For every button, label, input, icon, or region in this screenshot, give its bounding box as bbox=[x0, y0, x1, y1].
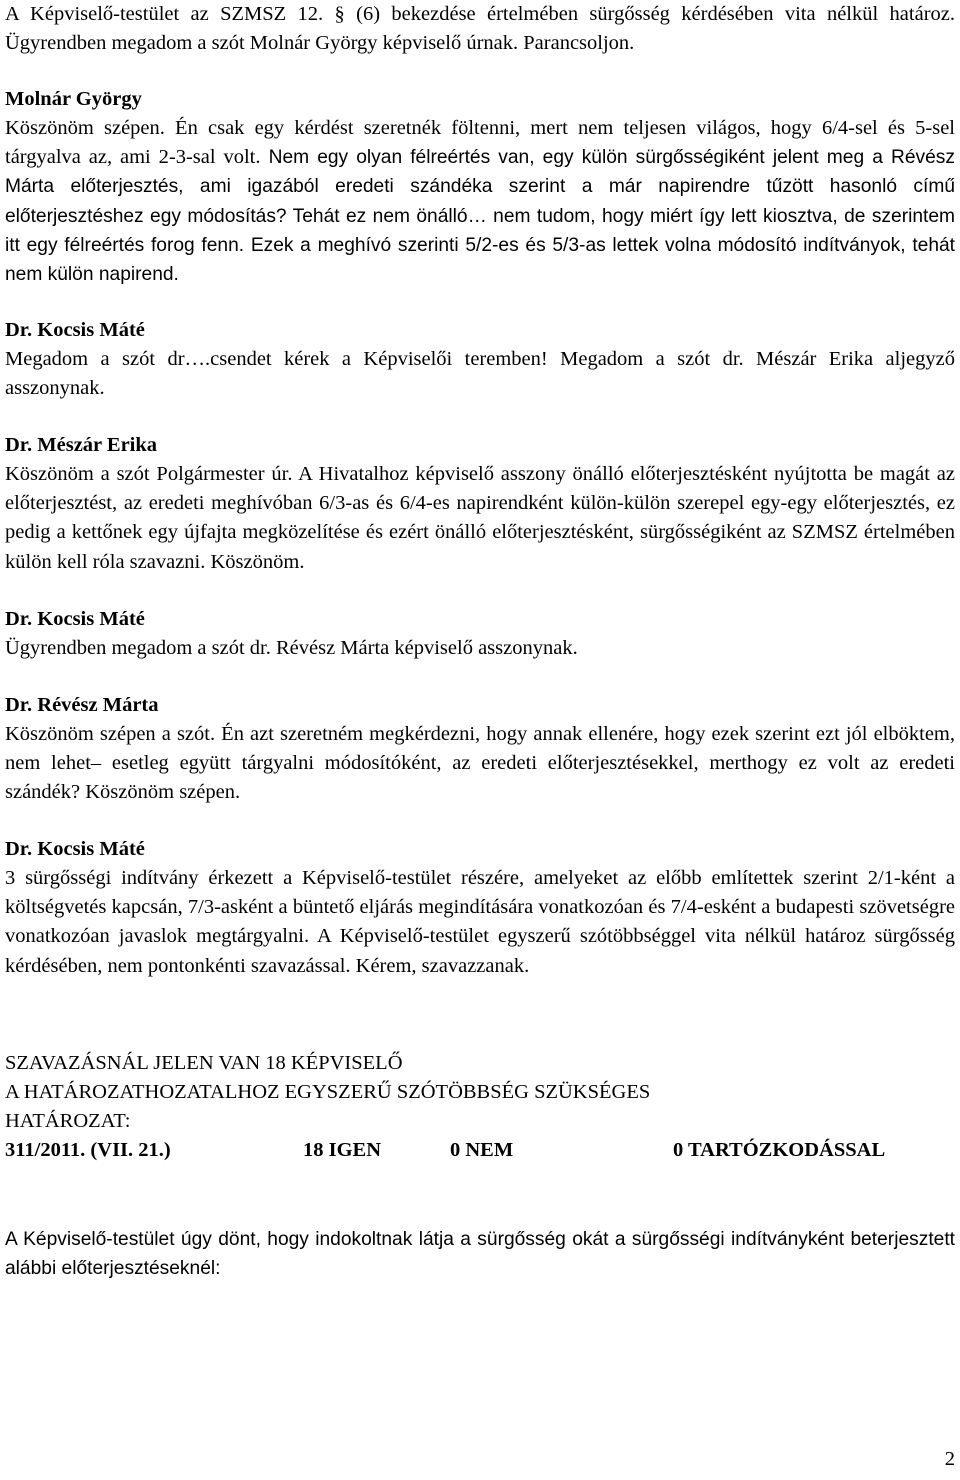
paragraph-kocsis-2: Ügyrendben megadom a szót dr. Révész Márta képviselő asszonynak. bbox=[5, 636, 578, 659]
speaker-kocsis-1 bbox=[5, 316, 955, 345]
vote-result-row bbox=[5, 1136, 955, 1165]
speaker-meszar bbox=[5, 431, 955, 460]
vote-yes: 18 IGEN bbox=[303, 1138, 382, 1161]
paragraph-molnar-serif: Köszönöm szépen. Én csak egy kérdést szeretnék föltenni, mert nem teljesen világos, hogy 6/4-sel és 5-sel tárgyalva az, ami 2-3-sal volt. bbox=[5, 117, 955, 169]
speaker-molnar bbox=[5, 85, 955, 114]
vote-attendance: SZAVAZÁSNÁL JELEN VAN 18 KÉPVISELŐ bbox=[5, 1051, 403, 1074]
vote-abstain: 0 TARTÓZKODÁSSAL bbox=[673, 1138, 886, 1161]
document-page bbox=[5, 0, 955, 1283]
paragraph-closing: A Képviselő-testület úgy dönt, hogy indokoltnak látja a sürgősség okát a sürgősségi indítványként beterjesztett alábbi előterjesztéseknél: bbox=[5, 1228, 955, 1279]
paragraph-revesz: Köszönöm szépen a szót. Én azt szeretném megkérdezni, hogy annak ellenére, hogy ezek szerint ezt jól elböktem, nem lehet– esetleg együtt tárgyalni módosítóként, az eredeti előterjesztésekkel, merthogy ez volt az eredeti szándék? Köszönöm szépen. bbox=[5, 722, 955, 804]
paragraph-meszar: Köszönöm a szót Polgármester úr. A Hivatalhoz képviselő asszony önálló előterjesztésként nyújtotta be magát az előterjesztést, az eredeti meghívóban 6/3-as és 6/4-es napirendként külön-külön szerepel egy-egy előterjesztés, ez pedig a kettőnek egy újfajta megközelítése és ezért önálló előterjesztésként, sürgősségiként az SZMSZ értelmében külön kell róla szavazni. Köszönöm. bbox=[5, 463, 955, 573]
paragraph-molnar-sans: Nem egy olyan félreértés van, egy külön sürgősségiként jelent meg a Révész Márta előterjesztés, ami igazából eredeti szándéka szerint a már napirendre tűzött hasonló című előterjesztéshez egy módosítás? Tehát ez nem önálló… nem tudom, hogy miért így lett kiosztva, de szerintem itt egy félreértés forog fenn. Ezek a meghívó szerinti 5/2-es és 5/3-as lettek volna módosító indítványok, tehát nem külön napirend. bbox=[5, 147, 955, 285]
paragraph-kocsis-1: Megadom a szót dr….csendet kérek a Képviselői teremben! Megadom a szót dr. Mészár Erika aljegyző asszonynak. bbox=[5, 347, 955, 400]
page-number: 2 bbox=[944, 1448, 955, 1470]
speaker-name: Dr. Mészár Erika bbox=[5, 434, 158, 457]
paragraph-kocsis-3: 3 sürgősségi indítvány érkezett a Képviselő-testület részére, amelyeket az előbb említettek szerint 2/1-ként a költségvetés kapcsán, 7/3-asként a büntető eljárás megindítására vonatkozóan és 7/4-esként a budapesti szövetségre vonatkozóan javaslok megtárgyalni. A Képviselő-testület egyszerű szótöbbséggel vita nélkül határoz sürgősség kérdésében, nem pontonkénti szavazással. Kérem, szavazzanak. bbox=[5, 867, 955, 977]
vote-majority: A HATÁROZATHOZATALHOZ EGYSZERŰ SZÓTÖBBSÉG SZÜKSÉGES bbox=[5, 1080, 651, 1103]
speaker-kocsis-2 bbox=[5, 605, 955, 634]
speaker-name: Dr. Kocsis Máté bbox=[5, 838, 145, 861]
speaker-name: Dr. Kocsis Máté bbox=[5, 318, 145, 341]
speaker-name: Dr. Kocsis Máté bbox=[5, 607, 145, 630]
paragraph-intro: A Képviselő-testület az SZMSZ 12. § (6) bekezdése értelmében sürgősség kérdésében vita nélkül határoz. Ügyrendben megadom a szót Molnár György képviselő úrnak. Parancsoljon. bbox=[5, 3, 955, 55]
vote-resolution-label: HATÁROZAT: bbox=[5, 1109, 131, 1132]
speaker-kocsis-3 bbox=[5, 835, 955, 864]
speaker-name: Molnár György bbox=[5, 88, 142, 111]
vote-no: 0 NEM bbox=[450, 1138, 514, 1161]
speaker-revesz bbox=[5, 691, 955, 720]
paragraph-molnar bbox=[5, 114, 955, 289]
resolution-number: 311/2011. (VII. 21.) bbox=[5, 1138, 171, 1161]
speaker-name: Dr. Révész Márta bbox=[5, 693, 159, 716]
